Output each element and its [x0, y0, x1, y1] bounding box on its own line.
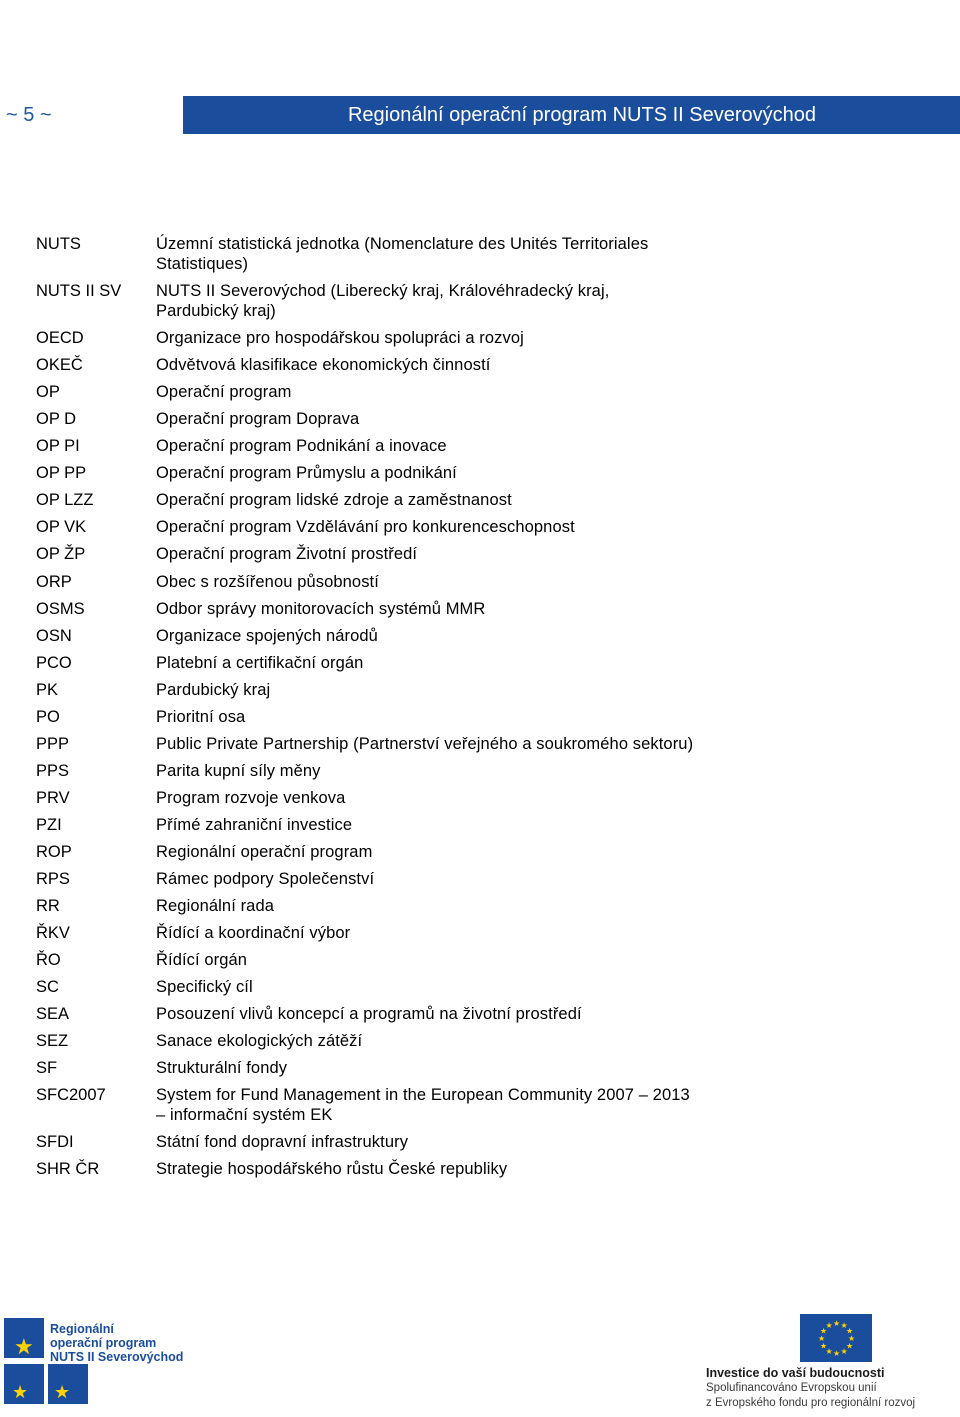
- abbreviation-row: [36, 1031, 736, 1051]
- abbreviation-row: [36, 977, 736, 997]
- abbreviation-row: [36, 1159, 736, 1179]
- abbreviation-definition: Odbor správy monitorovacích systémů MMR: [156, 600, 486, 618]
- eu-line: z Evropského fondu pro regionální rozvoj: [706, 1397, 916, 1409]
- abbreviation-row: [36, 355, 736, 375]
- abbreviation-term: NUTS II SV: [36, 282, 122, 300]
- rop-logo-line: Regionální: [50, 1322, 114, 1336]
- abbreviation-row: [36, 517, 736, 537]
- abbreviation-term: SF: [36, 1059, 58, 1077]
- abbreviation-row: [36, 923, 736, 943]
- abbreviation-term: PCO: [36, 654, 72, 672]
- abbreviation-term: SFC2007: [36, 1086, 106, 1104]
- abbreviation-row: [36, 680, 736, 700]
- abbreviation-row: [36, 626, 736, 646]
- abbreviation-definition: Operační program lidské zdroje a zaměstnanost: [156, 491, 512, 509]
- page-number: ~ 5 ~: [6, 104, 52, 126]
- abbreviation-term: OSN: [36, 627, 72, 645]
- document-title: Regionální operační program NUTS II Severovýchod: [347, 104, 816, 126]
- eu-star-icon: ★: [833, 1319, 841, 1328]
- abbreviation-term: SFDI: [36, 1133, 74, 1151]
- abbreviation-term: SEZ: [36, 1032, 69, 1050]
- abbreviation-row: [36, 653, 736, 673]
- eu-star-icon: ★: [818, 1334, 826, 1343]
- abbreviation-term: ROP: [36, 843, 72, 861]
- abbreviation-row: [36, 788, 736, 808]
- abbreviation-definition: Operační program Vzdělávání pro konkurenceschopnost: [156, 518, 575, 536]
- eu-star-icon: ★: [833, 1349, 841, 1358]
- abbreviation-term: ŘO: [36, 951, 61, 969]
- svg-text:★: ★: [54, 1382, 71, 1403]
- abbreviation-term: NUTS: [36, 235, 81, 253]
- abbreviation-row: [36, 490, 736, 510]
- svg-text:★: ★: [12, 1382, 29, 1403]
- abbreviation-row: [36, 1004, 736, 1024]
- abbreviation-term: OECD: [36, 329, 84, 347]
- abbreviation-definition: Organizace spojených národů: [156, 627, 378, 645]
- abbreviation-term: RPS: [36, 870, 70, 888]
- abbreviation-term: OSMS: [36, 600, 85, 618]
- abbreviation-term: ORP: [36, 573, 72, 591]
- abbreviation-definition: Operační program Životní prostředí: [156, 545, 418, 563]
- abbreviation-row: [36, 436, 736, 456]
- abbreviation-row: [36, 1132, 736, 1152]
- abbreviation-definition: Parita kupní síly měny: [156, 762, 321, 780]
- eu-star-icon: ★: [840, 1347, 848, 1356]
- eu-text: [706, 1366, 915, 1411]
- abbreviation-term: PO: [36, 708, 60, 726]
- abbreviation-term: OP VK: [36, 518, 87, 536]
- abbreviation-term: PPP: [36, 735, 70, 753]
- abbreviation-definition: Operační program Podnikání a inovace: [156, 437, 447, 455]
- abbreviation-row: [36, 734, 736, 754]
- abbreviation-term: SEA: [36, 1005, 70, 1023]
- rop-logo: [0, 1308, 200, 1412]
- abbreviation-definition: Prioritní osa: [156, 708, 246, 726]
- abbreviation-row: [36, 761, 736, 781]
- abbreviation-row: [36, 815, 736, 835]
- eu-star-icon: ★: [846, 1326, 854, 1336]
- eu-line: Investice do vaší budoucnosti: [706, 1366, 885, 1380]
- abbreviation-term: OKEČ: [36, 356, 83, 374]
- abbreviation-term: PZI: [36, 816, 62, 834]
- abbreviation-term: OP LZZ: [36, 491, 94, 509]
- abbreviation-row: [36, 328, 736, 348]
- abbreviation-row: [36, 842, 736, 862]
- abbreviation-row: [36, 382, 736, 402]
- abbreviation-definition: Přímé zahraniční investice: [156, 816, 353, 834]
- abbreviation-list: [36, 234, 736, 1186]
- eu-line: Spolufinancováno Evropskou unií: [706, 1382, 877, 1394]
- abbreviation-definition: Operační program Doprava: [156, 410, 360, 428]
- abbreviation-definition: Regionální operační program: [156, 843, 373, 861]
- abbreviation-row: [36, 1085, 736, 1125]
- abbreviation-row: [36, 869, 736, 889]
- abbreviation-definition: Platební a certifikační orgán: [156, 654, 364, 672]
- abbreviation-definition: Public Private Partnership (Partnerství veřejného a soukromého sektoru): [156, 735, 694, 753]
- abbreviation-row: [36, 544, 736, 564]
- abbreviation-row: [36, 572, 736, 592]
- abbreviation-row: [36, 707, 736, 727]
- abbreviation-row: [36, 599, 736, 619]
- abbreviation-definition: Operační program: [156, 383, 292, 401]
- eu-logo: [700, 1308, 916, 1412]
- abbreviation-definition: Program rozvoje venkova: [156, 789, 346, 807]
- abbreviation-row: [36, 896, 736, 916]
- abbreviation-definition: Strategie hospodářského růstu České republiky: [156, 1160, 508, 1178]
- abbreviation-row: [36, 234, 736, 274]
- abbreviation-term: OP PI: [36, 437, 80, 455]
- abbreviation-definition: Rámec podpory Společenství: [156, 870, 375, 888]
- eu-star-icon: ★: [848, 1334, 856, 1343]
- abbreviation-definition: Státní fond dopravní infrastruktury: [156, 1133, 409, 1151]
- abbreviation-definition: Operační program Průmyslu a podnikání: [156, 464, 457, 482]
- abbreviation-definition: Územní statistická jednotka (Nomenclature des Unités Territoriales Statistiques): [156, 235, 649, 273]
- abbreviation-definition: Specifický cíl: [156, 978, 253, 996]
- abbreviation-term: RR: [36, 897, 60, 915]
- abbreviation-definition: Regionální rada: [156, 897, 274, 915]
- abbreviation-term: OP ŽP: [36, 545, 86, 563]
- abbreviation-term: PK: [36, 681, 59, 699]
- rop-logo-text: [50, 1322, 183, 1364]
- rop-logo-line: NUTS II Severovýchod: [50, 1350, 184, 1364]
- eu-star-icon: ★: [825, 1321, 833, 1330]
- abbreviation-row: [36, 409, 736, 429]
- eu-star-icon: ★: [820, 1326, 828, 1336]
- abbreviation-row: [36, 1058, 736, 1078]
- abbreviation-definition: Obec s rozšířenou působností: [156, 573, 379, 591]
- eu-star-icon: ★: [846, 1341, 854, 1351]
- abbreviation-term: PPS: [36, 762, 70, 780]
- abbreviation-definition: Odvětvová klasifikace ekonomických činností: [156, 356, 491, 374]
- eu-star-icon: ★: [825, 1347, 833, 1356]
- abbreviation-definition: Posouzení vlivů koncepcí a programů na životní prostředí: [156, 1005, 582, 1023]
- abbreviation-term: SC: [36, 978, 59, 996]
- abbreviation-term: PRV: [36, 789, 70, 807]
- abbreviation-definition: System for Fund Management in the European Community 2007 – 2013 – informační systém EK: [156, 1086, 690, 1124]
- abbreviation-definition: Sanace ekologických zátěží: [156, 1032, 363, 1050]
- abbreviation-definition: Strukturální fondy: [156, 1059, 288, 1077]
- abbreviation-definition: Pardubický kraj: [156, 681, 271, 699]
- abbreviation-row: [36, 950, 736, 970]
- svg-text:★: ★: [14, 1335, 34, 1360]
- abbreviation-term: OP D: [36, 410, 77, 428]
- abbreviation-definition: Organizace pro hospodářskou spolupráci a rozvoj: [156, 329, 524, 347]
- header-bar: [183, 96, 960, 134]
- abbreviation-term: OP PP: [36, 464, 87, 482]
- eu-star-icon: ★: [840, 1321, 848, 1330]
- abbreviation-definition: Řídící a koordinační výbor: [156, 924, 351, 942]
- abbreviation-term: SHR ČR: [36, 1160, 100, 1178]
- abbreviation-row: [36, 281, 736, 321]
- eu-star-icon: ★: [820, 1341, 828, 1351]
- abbreviation-definition: NUTS II Severovýchod (Liberecký kraj, Královéhradecký kraj, Pardubický kraj): [156, 282, 610, 320]
- eu-flag-icon: [700, 1308, 890, 1364]
- abbreviation-term: OP: [36, 383, 60, 401]
- abbreviation-row: [36, 463, 736, 483]
- abbreviation-definition: Řídící orgán: [156, 951, 248, 969]
- abbreviation-term: ŘKV: [36, 924, 70, 942]
- rop-logo-line: operační program: [50, 1336, 157, 1350]
